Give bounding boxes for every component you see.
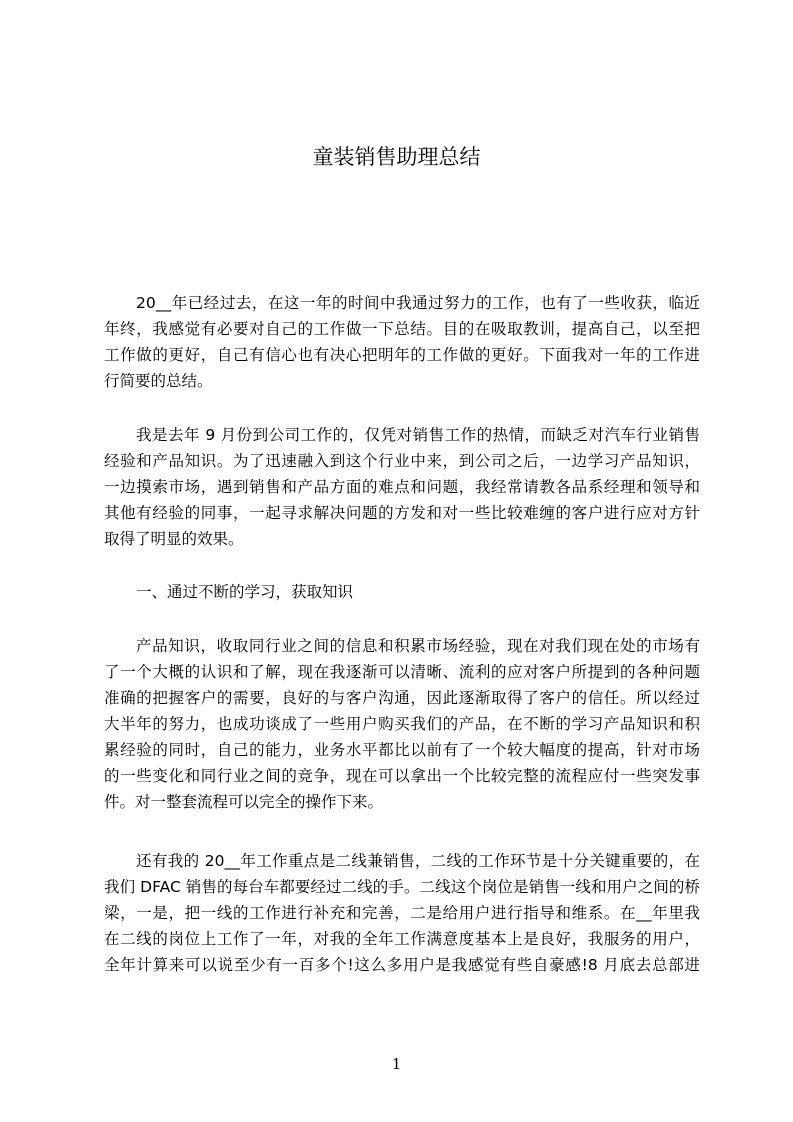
page-number: 1	[391, 1055, 402, 1073]
paragraph-3-line-3: 准确的把握客户的需要，良好的与客户沟通，因此逐渐取得了客户的信任。所以经过	[104, 689, 700, 707]
paragraph-3-line-2: 了一个大概的认识和了解，现在我逐渐可以清晰、流利的应对客户所提到的各种问题	[104, 663, 700, 681]
paragraph-2-line-2: 经验和产品知识。为了迅速融入到这个行业中来，到公司之后，一边学习产品知识，	[104, 452, 700, 470]
paragraph-3-line-1: 产品知识，收取同行业之间的信息和积累市场经验，现在对我们现在处的市场有	[136, 637, 700, 655]
paragraph-4-line-3: 梁，一是，把一线的工作进行补充和完善，二是给用户进行指导和维系。在__年里我	[104, 904, 700, 922]
paragraph-1-line-1: 20__年已经过去，在这一年的时间中我通过努力的工作，也有了一些收获，临近	[136, 294, 700, 312]
paragraph-2-line-5: 取得了明显的效果。	[104, 530, 244, 548]
paragraph-3-line-4: 大半年的努力，也成功谈成了一些用户购买我们的产品，在不断的学习产品知识和积	[104, 715, 700, 733]
paragraph-1-line-3: 工作做的更好，自己有信心也有决心把明年的工作做的更好。下面我对一年的工作进	[104, 346, 700, 364]
paragraph-1-line-4: 行简要的总结。	[104, 372, 213, 390]
paragraph-4-line-1: 还有我的 20__年工作重点是二线兼销售，二线的工作环节是十分关键重要的，在	[136, 852, 700, 870]
document-title: 童装销售助理总结	[312, 145, 481, 169]
paragraph-4-line-4: 在二线的岗位上工作了一年，对我的全年工作满意度基本上是良好，我服务的用户，	[104, 930, 700, 948]
paragraph-3-line-7: 件。对一整套流程可以完全的操作下来。	[104, 793, 384, 811]
section-heading: 一、通过不断的学习，获取知识	[136, 583, 354, 601]
paragraph-1-line-2: 年终，我感觉有必要对自己的工作做一下总结。目的在吸取教训，提高自己，以至把	[104, 320, 700, 338]
paragraph-4-line-2: 我们 DFAC 销售的每台车都要经过二线的手。二线这个岗位是销售一线和用户之间的桥	[104, 878, 700, 896]
paragraph-3-line-5: 累经验的同时，自己的能力，业务水平都比以前有了一个较大幅度的提高，针对市场	[104, 741, 700, 759]
paragraph-2-line-3: 一边摸索市场，遇到销售和产品方面的难点和问题，我经常请教各品系经理和领导和	[104, 478, 700, 496]
paragraph-4-line-5: 全年计算来可以说至少有一百多个!这么多用户是我感觉有些自豪感!8 月底去总部进	[104, 956, 700, 974]
paragraph-2-line-1: 我是去年 9 月份到公司工作的，仅凭对销售工作的热情，而缺乏对汽车行业销售	[136, 426, 700, 444]
paragraph-2-line-4: 其他有经验的同事，一起寻求解决问题的方发和对一些比较难缠的客户进行应对方针	[104, 504, 700, 522]
paragraph-3-line-6: 的一些变化和同行业之间的竞争，现在可以拿出一个比较完整的流程应付一些突发事	[104, 767, 700, 785]
